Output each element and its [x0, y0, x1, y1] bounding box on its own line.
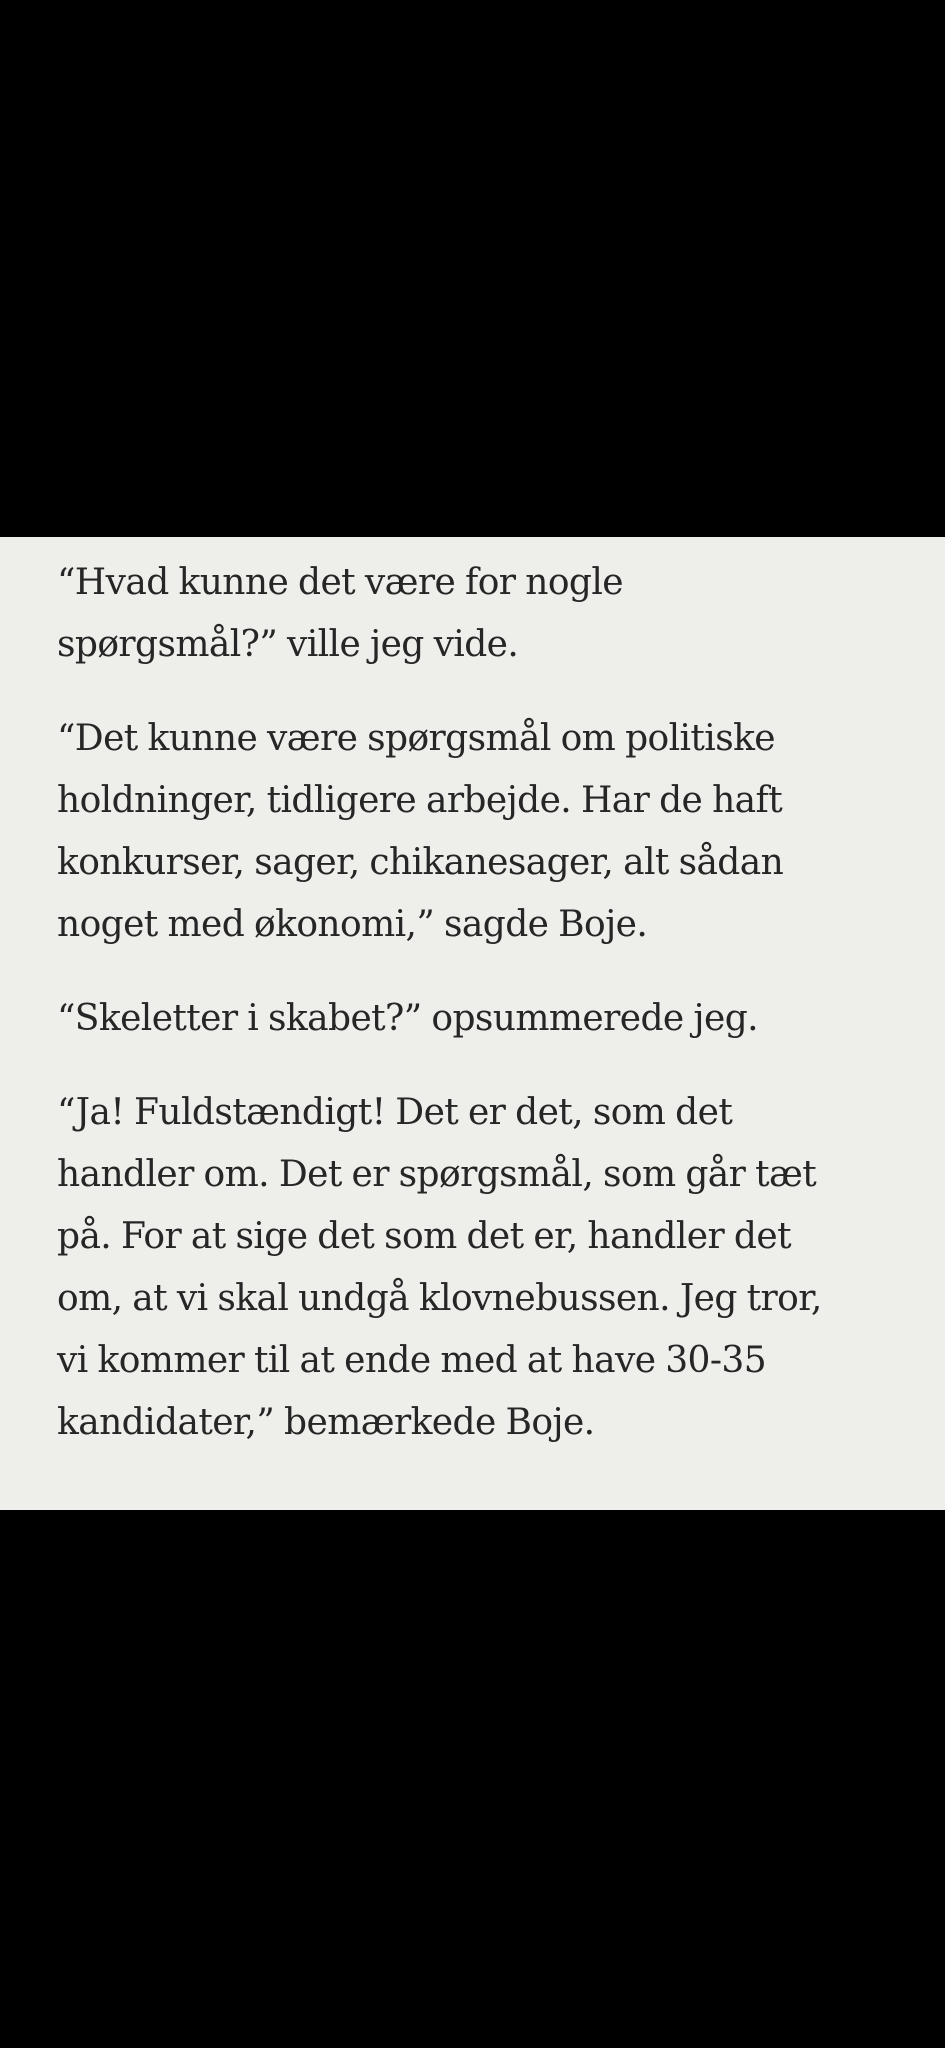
- paragraph-line: “Ja! Fuldstændigt! Det er det, som det: [57, 1092, 733, 1133]
- paragraph-line: “Skeletter i skabet?” opsummerede jeg.: [57, 998, 758, 1039]
- paragraph-line: på. For at sige det som det er, handler det: [57, 1216, 791, 1257]
- top-black-area: [0, 0, 945, 537]
- paragraph-line: “Det kunne være spørgsmål om politiske: [57, 718, 775, 759]
- paragraph-line: holdninger, tidligere arbejde. Har de haft: [57, 780, 783, 821]
- paragraph-4: [57, 1082, 905, 1454]
- bottom-black-area: [0, 1510, 945, 2048]
- paragraph-line: “Hvad kunne det være for nogle: [57, 562, 623, 603]
- paragraph-line: spørgsmål?” ville jeg vide.: [57, 624, 519, 665]
- article-text-block: [0, 537, 945, 1510]
- paragraph-2: [57, 708, 905, 956]
- paragraph-line: kandidater,” bemærkede Boje.: [57, 1402, 595, 1443]
- paragraph-line: noget med økonomi,” sagde Boje.: [57, 904, 648, 945]
- paragraph-line: om, at vi skal undgå klovnebussen. Jeg tror,: [57, 1278, 822, 1319]
- paragraph-3: [57, 988, 905, 1050]
- paragraph-1: [57, 552, 905, 676]
- paragraph-line: konkurser, sager, chikanesager, alt sådan: [57, 842, 784, 883]
- paragraph-line: handler om. Det er spørgsmål, som går tæt: [57, 1154, 817, 1195]
- paragraph-line: vi kommer til at ende med at have 30-35: [57, 1340, 767, 1381]
